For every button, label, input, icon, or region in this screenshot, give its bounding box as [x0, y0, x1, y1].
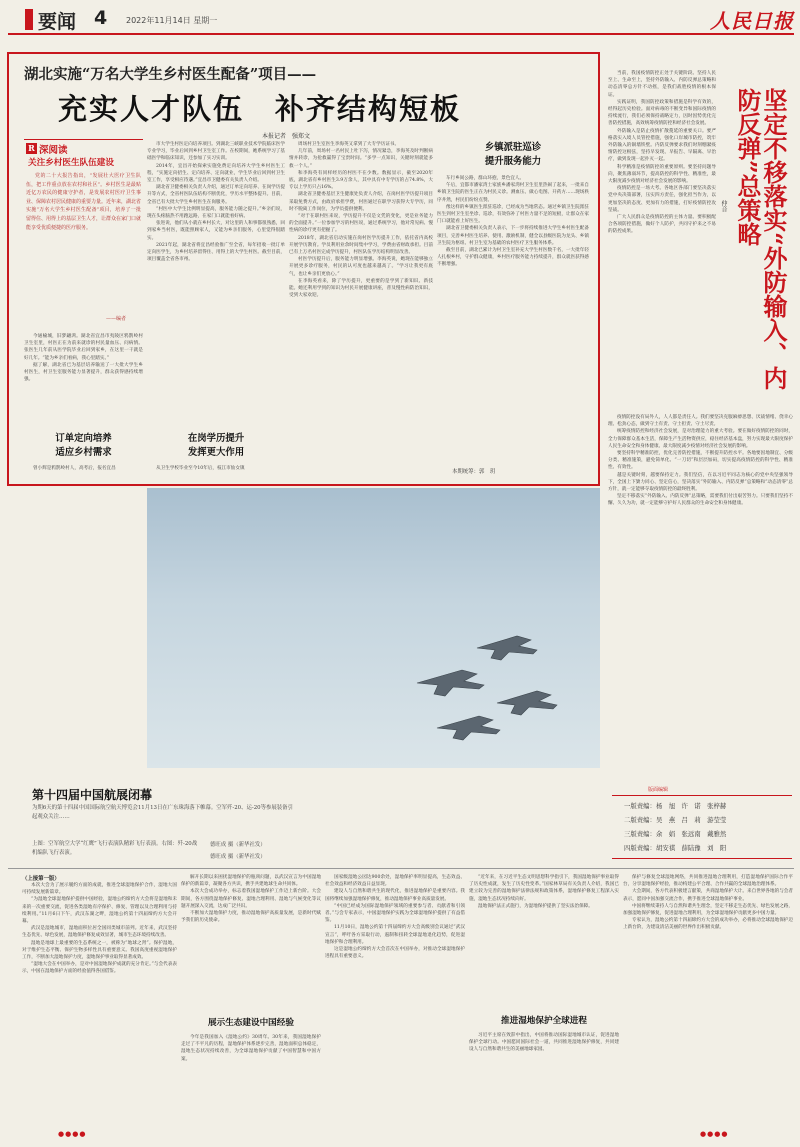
date-line: 2022年11月14日 星期一 — [126, 16, 218, 25]
footer-dots-left: ●●●● — [58, 1130, 87, 1138]
bottom-rule — [8, 868, 794, 869]
section-title: 要闻 — [38, 11, 77, 33]
commentary-body-b: 疫情防控没有局外人，人人都是责任人。我们要坚决克服麻痹思想、厌战情绪、侥幸心理、松劲心态，做到守土有责、守土担责、守土尽责。 统筹疫情防控和经济社会发展，是对治理能力的重大考验。要在做好疫情防控的同时，全力保障群众基本生活，保障生产生活物资供应，稳住经济基本盘，努力实现最大限度保护人民生命安全和身体健康、最大限度减少疫情对经济社会发展的影响。 要坚持科学精准防控，优化完善防控措施，不断提升防控水平。各地要因地制宜、分级分类、精准施策，避免简单化、“一刀切”和层层加码，切实提高疫情防控的科学性、精准性、有效性。 越是关键时刻，越要保持定力。我们坚信，在以习近平同志为核心的党中央坚强领导下，全国上下勠力同心、坚定信心，坚决落实“外防输入、内防反弹”总策略和“动态清零”总方针，就一定能够夺取疫情防控的最终胜利。 坚定不移落实“外防输入、内防反弹”总策略，需要我们付出艰苦努力。只要我们坚持不懈、久久为功，就一定能够守护好人民群众的生命安全和身体健康。 — [608, 415, 793, 507]
lead-subhead-1: 订单定向培养 适应乡村需求 — [55, 433, 112, 458]
lead-closing-editor: 本期统筹：郭 玥 — [452, 469, 496, 475]
page-number: 4 — [94, 7, 108, 29]
wetland-continued: （上接第一版） — [22, 876, 60, 882]
fighter-jets-illustration — [147, 488, 600, 768]
editor-line-4: 四版责编：胡安祺 薛陆豫 刘 阳 — [624, 844, 727, 852]
aviation-photo-note: 上图：空军航空大学“红鹰”飞行表演队精彩飞行表演。右图：歼-20战机编队飞行表演。 — [32, 841, 198, 856]
wetland-col2b: 今年是我国加入《湿地公约》30周年。30年来，我国湿地保护走过了不平凡的历程，湿地保护体系逐步完善，湿地面积总体稳定，湿地生态状况持续改善，为全球湿地保护贡献了中国智慧和中国方案。 — [181, 1035, 321, 1062]
commentary-author: 仲音 — [720, 200, 727, 212]
wetland-col3: 国家级湿地公园达900余处，湿地保护率明显提高，生态效益、社会效益和经济效益日益显现。 建设人与自然和谐共生的现代化，推进湿地保护是重要内容。我国将继续加强湿地保护修复，推动湿地保护事业高质量发展。 “中国已经成为国际湿地保护领域的重要参与者、贡献者和引领者。”与会专家表示，中国湿地保护实践为全球湿地保护提供了有益借鉴。 11月10日，湿地公约第十四届缔约方大会高级别会议通过“武汉宣言”，呼吁各方采取行动，遏制和扭转全球湿地退化趋势，促进湿地保护和合理利用。 这是湿地公约缔约方大会首次在中国举办，对推动全球湿地保护进程具有重要意义。 — [325, 875, 465, 960]
wetland-subhead-2: 推进湿地保护全球进程 — [501, 1016, 587, 1026]
lead-col3: 周场村卫生室医生李海英又拿到了大专学历证书。 几年前，周场村一名村民上吐下泻，情况紧急，李海英及时判断病情并转诊，为抢救赢得了宝贵时间。“多学一点知识，关键时刻就能多救一个人。” 和李海英有同样经历的村医不在少数。数据显示，截至2020年底，湖北省有乡村医生3.9万余人，其中具有中专学历的占74.8%，大专以上学历只占16%。 湖北省卫健委基层卫生健康处负责人介绍，在岗村医学历提升项目采取免费方式，由政府承担学费，村医通过在职学习获得大专学历，同时不脱离工作岗位，为学员提供便利。 “对于在职村医来说，学历提升不仅是文凭的变化，更是业务能力的全面提升。”一位参加学习的村医说，通过系统学习，他对常见病、慢性病的诊疗更有把握了。 2018年，湖北省启动实施在岗村医学历提升工作，依托省内高校开展学历教育。学员利用业余时间集中学习，学费由省财政承担。目前已有上万名村医完成学历提升，村医队伍学历结构明显改善。 村医学历提升后，服务能力明显增强。李海英说，她现在能够独立开展更多诊疗服务，村民的认可度也越来越高了。“学习让我更有底气，也让乡亲们更放心。” 在李海英看来，除了学历提升，更重要的是学到了新知识、新技能。她还利用学到的知识为村民开展健康讲座，普及慢性病防治知识，受到大家欢迎。 — [289, 142, 433, 299]
section-badge — [25, 9, 33, 30]
lead-col4: 车行乡间公路，群山环抱，景色宜人。 午后，宜都市潘家湾土家族乡潘家湾村卫生室里热闹了起来，一批来自乡镇卫生院的医生正在为村民义诊。测血压、做心电图、开药方……现场秩序井然，村民们纷纷点赞。 像这样的乡镇医生派驻巡诊，已经成为当地常态。通过乡镇卫生院派驻医生到村卫生室坐诊、巡诊，有效弥补了村医力量不足的短板，让群众在家门口就能看上好医生。 湖北省卫健委相关负责人表示，下一步将持续推进大学生乡村医生配备项目，完善乡村医生培养、使用、激励机制，健全以县级医院为龙头、乡镇卫生院为枢纽、村卫生室为基础的农村医疗卫生服务体系。 截至目前，湖北已累计为村卫生室补充大学生村医数千名，一大批年轻人扎根乡村，守护群众健康，乡村医疗服务能力持续提升，群众就医获得感不断增强。 — [437, 176, 589, 268]
aviation-title: 第十四届中国航展闭幕 — [32, 788, 153, 802]
wetland-col5: 保护与修复全球湿地网络，共同推进湿地合理利用，打造湿地保护国际合作平台，分享湿地保护经验，推动构建公平合理、合作共赢的全球湿地治理体系。 大会期间，各方代表积极建言献策，共商湿地保护大计。来自世界各地的与会者表示，愿同中国加强交流合作，携手推进全球湿地保护事业。 中国将继续秉持人与自然和谐共生理念，坚定不移走生态优先、绿色发展之路，加强湿地保护修复，促进湿地合理利用，为全球湿地保护贡献更多中国力量。 专家认为，湿地公约第十四届缔约方大会的成功举办，必将推动全球湿地保护迈上新台阶，为建设清洁美丽的世界作出积极贡献。 — [623, 875, 793, 931]
lead-col2: 市大学生村医定向培养项目。到湖北三峡职业技术学院临床医学专业学习，毕业后回到乡村卫生室工作。在校期间，她系统学习了基础医学和临床知识，还参加了实习实训。 2014年，宜昌开始探索实施免费定向培养大学生乡村医生工程，“实施定向招生、定向培养、定向就业，学生毕业后回到村卫生室工作，享受相应待遇。”宜昌市卫健委有关负责人介绍。 湖北省卫健委相关负责人介绍，通过订单定向培养、在岗学历提升等方式，全省村医队伍结构不断优化，学历水平整体提升。目前，全省已有大批大学生乡村医生在岗服务。 “村医中大学生比例明显提高，服务能力随之提升。”乡亲们说，现在头疼脑热不用跑远路，在家门口就能看好病。 张进说，他们从小就在乡村长大，对这里的人和事都很熟悉，回到家乡当村医，既能照顾家人，又能为乡亲们服务，心里觉得很踏实。 2021年起，湖北省将宜昌经验推广至全省，每年招收一批订单定向医学生，为乡村培养留得住、用得上的大学生村医。截至目前，项目覆盖全省各市州。 — [147, 142, 285, 263]
wetland-col2: 解开长期以来困扰湿地保护的瓶颈问题，以武汉宣言为中国湿地保护的新篇章，凝聚各方共识，携手共建地球生命共同体。 本次大会成功举办，标志着我国湿地保护工作迈上新台阶。大会期间，各方围绕湿地保护修复、湿地合理利用、湿地与气候变化等议题开展深入交流，达成广泛共识。 不断加大湿地保护力度，推动湿地保护高质量发展，是新时代赋予我们的历史使命。 — [181, 875, 321, 924]
aviation-caption: 为期6天的第十四届中国国际航空航天博览会11月13日在广东珠海落下帷幕。空军歼-20、运-20等参展装备引起观众关注…… — [32, 805, 293, 820]
commentary-body-a: 当前，我国疫情防控正处于关键阶段。坚持人民至上、生命至上，坚持外防输入、内防反弹总策略和动态清零总方针不动摇，是我们战胜疫情的根本保证。 实践证明，我国防控政策和措施是科学有效的，经得起历史检验。面对病毒的不断变异和国际疫情的持续流行，我们必须保持战略定力，因时因势优化完善防控措施，高效统筹疫情防控和经济社会发展。 外防输入是防止疫情扩散蔓延的重要关口。要严格落实入境人员管控措施，强化口岸城市防控，筑牢外防输入的铜墙铁壁。内防反弹要求我们时刻绷紧疫情防控这根弦，坚持早发现、早报告、早隔离、早治疗，做到发现一起扑灭一起。 科学精准是疫情防控的重要原则。要坚持问题导向，聚焦薄弱环节，提高防控的科学性、精准性，最大限度减少疫情对经济社会发展的影响。 疫情防控是一场大考。各地区各部门要坚决落实党中央决策部署，压实四方责任，强化担当作为，以更加坚决的态度、更加有力的措施，打好疫情防控攻坚战。 广大人民群众是疫情防控的主体力量。要积极配合各项防控措施，做好个人防护，共同守护来之不易的防控成果。 — [608, 71, 716, 235]
lead-col1-tail: 曾小辉是鸦鹊岭村人，高考后，报名宜昌 — [33, 466, 116, 471]
masthead-rule — [8, 33, 794, 35]
wetland-subhead-1: 展示生态建设中国经验 — [208, 1018, 294, 1028]
aviation-photo — [147, 488, 600, 768]
aviation-credit-2: 德旺成 摄（新华社发） — [210, 854, 266, 860]
editors-label: 版面编辑 — [648, 787, 669, 793]
aviation-credit-1: 德旺成 摄（新华社发） — [210, 842, 266, 848]
commentary-title: 坚定不移落实“外防输入、内防反弹”总策略 — [733, 88, 788, 390]
wetland-col4b: 习近平主席在致辞中指出，中国将推动国际湿地城市认证，促进湿地保护全球行动。中国愿同国际社会一道，共同推进湿地保护修复，共同建设人与自然和谐共生的美丽地球家园。 — [469, 1033, 619, 1053]
masthead — [0, 0, 800, 38]
lead-headline: 充实人才队伍 补齐结构短板 — [58, 92, 462, 126]
wetland-col1: 本次大会为了展示履约方面的成就，推进全球湿地保护合作，湿地大国可持续发展新篇章。 “为湿地全球湿地保护提供中国经验，湿地公约缔约方大会将是湿地和未来的一次重要交流，促进各类湿地有序保护、修复、管理以及合理利用与持续利用。”11月6日下午，武汉东湖之畔，湿地公约第十四届缔约方大会开幕。 武汉是湿地城市，湿地面积位居全国同类城市前列。近年来，武汉坚持生态优先、绿色发展，湿地保护修复成效显著，城市生态环境持续改善。 湿地是地球上最重要的生态系统之一，被称为“地球之肾”。保护湿地，对于维护生态平衡、保护生物多样性具有重要意义。我国高度重视湿地保护工作，不断加大湿地保护力度，湿地保护事业取得显著成效。 “湿地大会在中国举办，是对中国湿地保护成就的充分肯定。”与会代表表示，中国在湿地保护方面的经验值得各国借鉴。 — [22, 883, 177, 975]
lead-col1: 今通榆城，旧梦翩鸿。湖北省宜昌市夷陵区鸦鹊岭村卫生室里，村医正在为前来就诊的村民量血压、问病情。张医生几年前从医学院毕业后回到家乡，在这里一干就是好几年。“能为乡亲们看病，我心里踏实。” 据了解，湖北省已为基层培养输送了一大批大学生乡村医生，村卫生室服务能力显著提升，群众获得感持续增强。 — [24, 334, 143, 383]
lead-kicker: 湖北实施“万名大学生乡村医生配备”项目—— — [24, 66, 317, 83]
deep-read-editor: ——编者 — [106, 316, 127, 322]
editor-line-3: 三版责编：余 娟 张远南 戴雅然 — [624, 830, 727, 838]
lead-subhead-3: 乡镇派驻巡诊 提升服务能力 — [484, 142, 542, 167]
editor-line-2: 二版责编：吴 燕 吕 莉 游莹莹 — [624, 816, 727, 824]
wetland-col4: “近年来，在习近平生态文明思想科学指引下，我国湿地保护事业取得了历史性成就，发生了历史性变革。”国家林草局有关负责人介绍，我国已建立较为完善的湿地保护法律法规和政策体系，湿地保护修复工程深入实施，湿地生态状况持续向好。 湿地保护法正式施行，为湿地保护提供了坚实法治保障。 — [469, 875, 619, 909]
deep-read-intro: 党的二十大报告指出，“发展壮大医疗卫生队伍，把工作重点放在农村和社区”。乡村医生是最贴近亿万农民的健康守护者，是发展农村医疗卫生事业、保障农村居民健康的重要力量。近年来，湖北省实施“万名大学生乡村医生配备”项目，培养了一批留得住、用得上的基层卫生人才，让群众在家门口就能享受优质便捷的医疗服务。 — [26, 173, 141, 231]
lead-byline: 本报记者 强郑文 — [262, 133, 311, 140]
footer-dots-right: ●●●● — [700, 1130, 729, 1138]
newspaper-logo: 人民日报 — [710, 9, 794, 33]
deep-read-badge: R — [26, 143, 37, 154]
deep-read-title: 关注乡村医生队伍建设 — [28, 158, 114, 168]
editor-line-1: 一版责编：杨 旭 许 诺 张梓赫 — [624, 802, 727, 810]
lead-col2-tail: 从卫生学校毕业至今10年后，枝江市仙女镇 — [156, 466, 245, 471]
lead-subhead-2: 在岗学历提升 发挥更大作用 — [187, 433, 245, 458]
deep-read-label: 深阅读 — [39, 145, 68, 156]
